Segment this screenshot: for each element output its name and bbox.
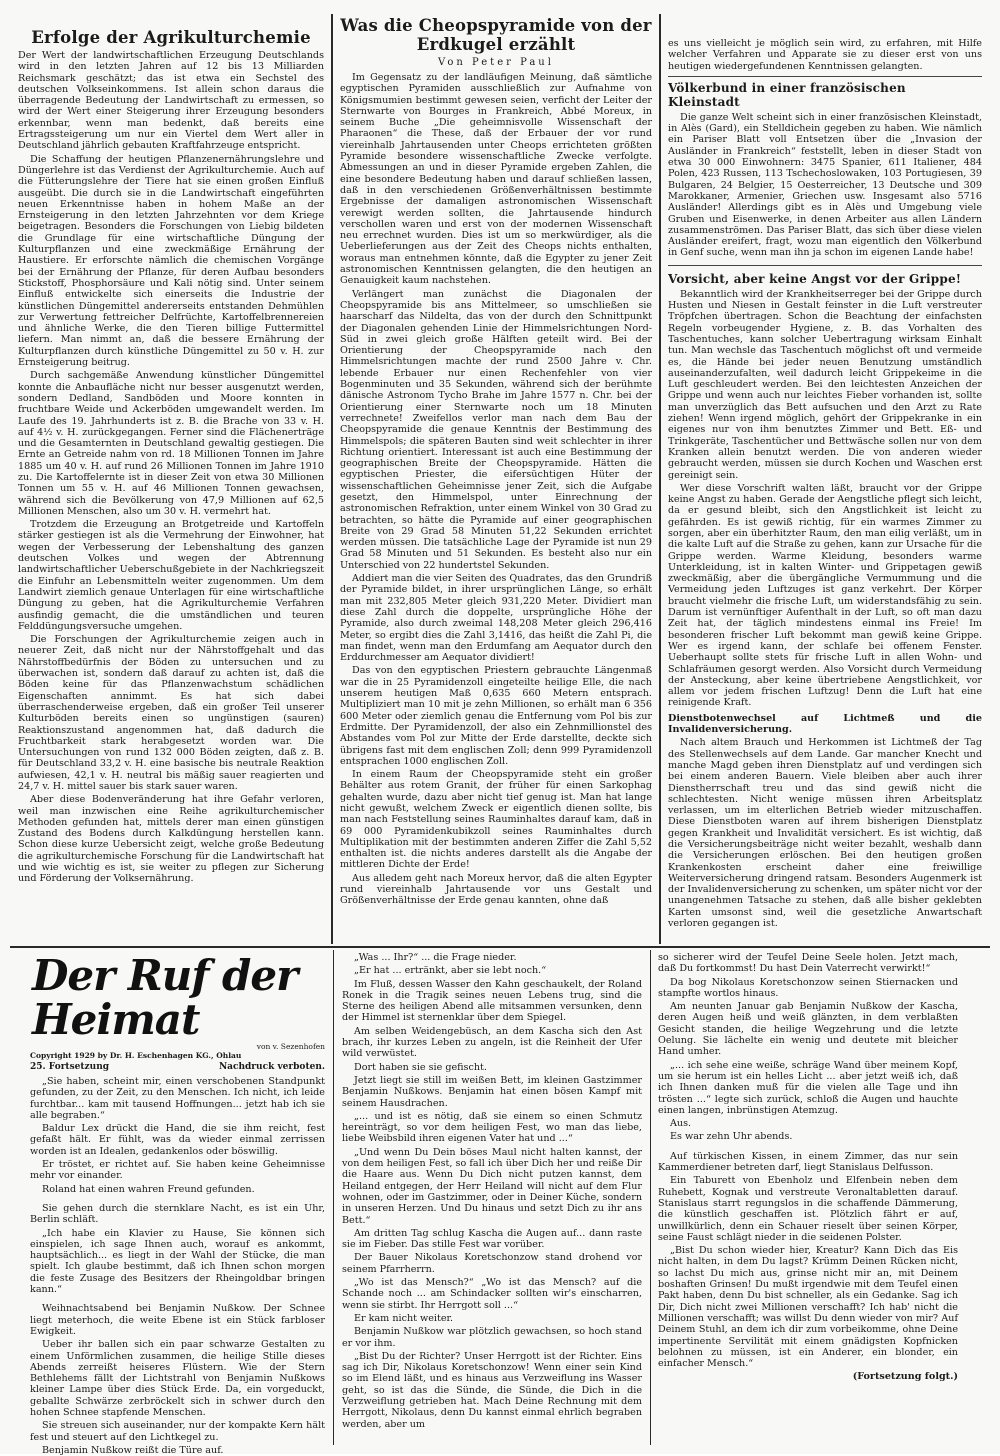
column-divider [659, 14, 661, 944]
paragraph: Dort haben sie sie gefischt. [354, 1061, 487, 1073]
paragraph: Aus alledem geht nach Moreux hervor, daß die alten Egypter rund viereinhalb Jahrtausende vor uns Gestalt und Größenverhältnisse der Erde genau kannten, ohne daß [340, 872, 652, 907]
paragraph: Roland hat einen wahren Freund gefunden. [42, 1183, 255, 1195]
paragraph: Durch sachgemäße Anwendung künstlicher Düngemittel konnte die Anbaufläche nicht nur besser ausgenutzt werden, sondern Dedland, Sandböden und Moore konnten in fruchtbare Weide und Ackerböden umgewandelt werden. Im Laufe des 19. Jahrhunderts ist z. B. die Brache von 33 v. H. auf 4½ v. H. zurückgegangen. Ferner sind die Flächenerträge und die Gesamternten in Deutschland gewaltig gestiegen. Die Ernte an Getreide nahm von rd. 18 Millionen Tonnen im Jahre 1885 um 40 v. H. auf rund 26 Millionen Tonnen im Jahre 1910 zu. Die Kartoffelernte ist in dieser Zeit von etwa 30 Millionen Tonnen um 55 v. H. auf 46 Millionen Tonnen gewachsen, während sich die Bevölkerung von 47,9 Millionen auf 62,5 Millionen Menschen, also um 30 v. H. vermehrt hat. [18, 370, 324, 517]
article-column-3 [668, 38, 982, 943]
continued-paragraph: es uns vielleicht je möglich sein wird, zu erfahren, mit Hilfe welcher Verfahren und Apparate sie zu dieser erst von uns heutigen wiedergefundenen Kenntnissen gelangten. [668, 38, 982, 72]
section-title: Dienstbotenwechsel auf Lichtmeß und die Invalidenversicherung. [668, 712, 982, 736]
paragraph: Nach altem Brauch und Herkommen ist Lichtmeß der Tag des Stellenwechsels auf dem Lande. Gar mancher Knecht und manche Magd geben ihren Dienstplatz auf und verdingen sich bei einem anderen Bauern. Viele bleiben aber auch ihrer Dienstherrschaft treu und das sind gewiß nicht die schlechtesten. Nicht wenige müssen ihren Arbeitsplatz verlassen, um im elterlichen Betrieb wieder mitzuschaffen. Diese Dienstboten waren auf ihrem bisherigen Dienstplatz gegen Krankheit und Invalidität versichert. Es ist wichtig, daß die Versicherungsbeiträge nicht weiter bezahlt, weshalb dann die Versicherungen erlöschen. Bei den heutigen großen Krankenkosten erscheint daher eine freiwillige Weiterversicherung dringend ratsam. Besonders Augenmerk ist der Invalidenversicherung zu schenken, um später nicht vor der unangenehmen Tatsache zu stehen, daß alle bisher geklebten Karten umsonst sind, weil die gesetzliche Anwartschaft verloren gegangen ist. [668, 737, 982, 930]
paragraph: Der Bauer Nikolaus Koretschonzow stand drohend vor seinem Pfarrherrn. [342, 1252, 642, 1275]
paragraph: Die ganze Welt scheint sich in einer französischen Kleinstadt, in Alès (Gard), ein Stelldichein gegeben zu haben. Wie nämlich ein Pariser Blatt voll Entsetzen über die „Invasion der Ausländer in Frankreich“ feststellt, leben in dieser Stadt von etwa 30 000 Einwohnern: 3475 Spanier, 611 Italiener, 484 Polen, 423 Russen, 113 Tschechoslowaken, 103 Portugiesen, 39 Bulgaren, 24 Belgier, 15 Oesterreicher, 13 Deutsche und 309 Marokkaner, Armenier, Griechen usw. Insgesamt also 5716 Ausländer! Allerdings gibt es in Alès und Umgebung viele Gruben und Eisenwerke, in denen Arbeiter aus allen Ländern zusammenströmen. Das Pariser Blatt, das sich über diese vielen Ausländer ereifert, fragt, wozu man eigentlich den Völkerbund in Genf suche, wenn man ihn ja schon im eigenen Lande habe! [668, 111, 982, 259]
paragraph: Benjamin Nußkow war plötzlich gewachsen, so hoch stand er vor ihm. [342, 1326, 642, 1349]
paragraph: „Ich habe ein Klavier zu Hause, Sie können sich einspielen, ich sage Ihnen auch, worauf es ankommt, hauptsächlich... es liegt in der Wahl der Stücke, die man spielt. Ich glaube bestimmt, daß ich Ihnen schon morgen die feste Zusage des Besitzers der Rheingoldbar bringen kann.“ [30, 1227, 325, 1296]
article-title: Was die Cheopspyramide von der Erdkugel erzählt [340, 16, 652, 54]
paragraph: Im Fluß, dessen Wasser den Kahn geschaukelt, der Roland Ronek in die Tragik seines neuen Lebens trug, sind die Sterne des heiligen Abend alle mitsammen versunken, denn der Himmel ist sternenklar über dem Spiegel. [342, 978, 642, 1024]
paragraph: Das von den egyptischen Priestern gebrauchte Längenmaß war die in 25 Pyramidenzoll eingeteilte heilige Elle, die nach unserem heutigen Maß 0,635 660 Metern entsprach. Multipliziert man 10 mit je zehn Millionen, so erhält man 6 356 600 Meter oder ziemlich genau die Entfernung vom Pol bis zur Erdmitte. Der Pyramidenzoll, der also ein Zehnmillionstel des Abstandes vom Pol zur Mitte der Erde darstellte, deckte sich übrigens fast mit dem englischen Zoll; denn 999 Pyramidenzoll entsprachen 1000 englischen Zoll. [340, 665, 652, 767]
paragraph: Ueber ihr ballen sich ein paar schwarze Gestalten zu einem Unförmlichen zusammen, die heilige Stille dieses Abends zerreißt heiseres Flüstern. Wie der Stern Bethlehems fällt der Lichtstrahl von Benjamin Nußkows kleiner Lampe über dies Stück Erde. Da, ein vorgeduckt, geballte Schwärze zerbröckelt sich in schwer durch den hohen Schnee stapfende Menschen. [30, 1339, 325, 1419]
serial-column-c [658, 952, 958, 1447]
serial-meta [30, 1062, 325, 1072]
article-byline: Von Peter Paul [438, 57, 554, 68]
serial-logo: Der Ruf der Heimat [32, 951, 298, 1044]
paragraph: Verlängert man zunächst die Diagonalen der Cheopspyramide bis ans Mittelmeer, so umschließen sie haarscharf das Nildelta, das von der durch den Schnittpunkt der Diagonalen gehenden Linie der Himmelsrichtungen Nord-Süd in zwei gleich große Hälften geteilt wird. Bei der Orientierung der Cheopspyramide nach den Himmelsrichtungen machte der rund 2500 Jahre v. Chr. lebende Erbauer nur einen Rechenfehler von vier Bogenminuten und 35 Sekunden, während sich der berühmte dänische Astronom Tycho Brahe im Jahre 1577 n. Chr. bei der Orientierung einer Sternwarte noch um 18 Minuten verrechnete! Zweifellos verlor man nach dem Bau der Cheopspyramide die genaue Kenntnis der Bestimmung des Himmelspols; die späteren Bauten sind weit schlechter in ihrer Richtung orientiert. Interessant ist auch eine Bestimmung der geographischen Breite der Cheopspyramide. Hätten die egyptischen Priester, die eifersüchtigen Hüter der wissenschaftlichen Geheimnisse jener Zeit, sich die Aufgabe gesetzt, den Himmelspol, unter Einrechnung der astronomischen Refraktion, unter einem Winkel von 30 Grad zu betrachten, so hätte die Pyramide auf einer geographischen Breite von 29 Grad 58 Minuten 51,22 Sekunden errichtet werden müssen. Die tatsächliche Lage der Pyramide ist nun 29 Grad 58 Minuten und 51 Sekunden. Es besteht also nur ein Unterschied von 22 hundertstel Sekunden. [340, 288, 652, 571]
paragraph: Wer diese Vorschrift walten läßt, braucht vor der Grippe keine Angst zu haben. Gerade der Aengstliche pflegt sich leicht, da er gesund bleibt, sich den Angstlichkeit ist leicht zu gefährden. Es ist gewiß richtig, für ein warmes Zimmer zu sorgen, aber ein überhitzter Raum, den man eilig verläßt, um in die kalte Luft auf die Straße zu gehen, kann zur Ursache für die Grippe werden. Warme Kleidung, besonders warme Unterkleidung, ist in kalten Winter- und Grippetagen gewiß zweckmäßig, aber die übergängliche Vermummung und die Vermeidung jeden Luftzuges ist ganz verkehrt. Der Körper braucht vielmehr die frische Luft, um widerstandsfähig zu sein. Darum ist vernünftiger Aufenthalt in der Luft, so oft man dazu Zeit hat, der täglich mindestens einmal ins Freie! Im besonderen frischer Luft bekommt man gewiß keine Grippe. Wer es irgend kann, der schlafe bei offenem Fenster. Ueberhaupt sollte stets für frische Luft in allen Wohn- und Schlafräumen gesorgt werden. Also Vorsicht durch Vermeidung der Ansteckung, aber keine übertriebene Aengstlichkeit, vor allem vor jedem frischen Luftzug! Denn die Luft hat eine reinigende Kraft. [668, 482, 982, 709]
paragraph: Am neunten Januar gab Benjamin Nußkow der Kascha, deren Augen heiß und weiß glänzten, in dem verblaßten Gesicht standen, die heilige Wegzehrung und die letzte Oelung. Sie lächelte ein wenig und deutete mit bleicher Hand umher. [658, 1001, 958, 1058]
paragraph: Der Wert der landwirtschaftlichen Erzeugung Deutschlands wird in den letzten Jahren auf 12 bis 13 Milliarden Reichsmark geschätzt; das ist etwa ein Sechstel des deutschen Volkseinkommens. Ist allein schon daraus die überragende Bedeutung der Landwirtschaft zu ermessen, so wird der Wert einer Steigerung ihrer Erzeugung besonders erkennbar, wenn man bedenkt, daß bereits eine Ertragssteigerung um nur ein Viertel dem Wert aller in Deutschland jährlich gebauten Kraftfahrzeuge entspricht. [18, 50, 324, 152]
serial-column-a [30, 951, 325, 1456]
article-agrikulturchemie [18, 28, 324, 943]
paragraph: „... und ist es nötig, daß sie einem so einen Schmutz hereinträgt, so vor dem heiligen Fest, wo man das liebe, liebe Weibsbild ihren eigenen Vater hat und ...“ [342, 1110, 642, 1145]
paragraph: Er tröstet, er richtet auf. Sie haben keine Geheimnisse mehr vor einander. [30, 1159, 325, 1182]
paragraph: „Bist Du schon wieder hier, Kreatur? Kann Dich das Eis nicht halten, in dem Du lagst? Krümm Deinen Rücken nicht, so lachst Du mich aus, grinse nicht mir an, mit Deinem boshaften Grinsen! Du mußt irgendwie mit dem Teufel einen Pakt haben, denn Du bist schneller, als ein Gedanke. Sag ich Dir, Dich nicht zwei Millionen verschafft? Ich hab' nicht die Millionen verschafft; was willst Du denn wieder von mir? Auf Deinem Stuhl, an dem ich dir zum vorbeikomme, ohne Deine impertinente Servilität mit einem gnädigsten Kopfnicken belohnen zu müssen, ist ein Anderer, ein blonder, ein einfacher Mensch.“ [658, 1245, 958, 1370]
serial-copyright: Copyright 1929 by Dr. H. Eschenhagen KG., Ohlau [30, 1051, 242, 1060]
paragraph: Weihnachtsabend bei Benjamin Nußkow. Der Schnee liegt meterhoch, die weite Ebene ist ein Stück farbloser Ewigkeit. [30, 1303, 325, 1337]
paragraph: Bekanntlich wird der Krankheitserreger bei der Grippe durch Husten und Niesen in Gestalt feinster in die Luft verstreuter Tröpfchen übertragen. Schon die Beachtung der einfachsten Regeln vorbeugender Hygiene, z. B. das Vorhalten des Taschentuches, kann solcher Uebertragung wirksam Einhalt tun. Man wechsle das Taschentuch möglichst oft und vermeide es, die Hände bei jeder neuen Benutzung umständlich auseinanderzufalten, weil dadurch leicht Grippekeime in die Luft geschleudert werden. Bei den leichtesten Anzeichen der Grippe und wenn auch nur leichtes Fieber vorhanden ist, sollte man unverzüglich das Bett aufsuchen und den Arzt zu Rate ziehen! Wenn irgend möglich, gehört der Grippekranke in ein eigenes nur von ihm benutztes Zimmer und Bett. Eß- und Trinkgeräte, Taschentücher und Bettwäsche sollen nur von dem Kranken allein benutzt werden. Die von anderen wieder gebraucht werden, müssen sie durch Kochen und Waschen erst gereinigt sein. [668, 288, 982, 481]
paragraph: Die Schaffung der heutigen Pflanzenernährungslehre und Düngerlehre ist das Verdienst der Agrikulturchemie. Auch auf die Fütterungslehre der Tiere hat sie einen großen Einfluß ausgeübt. Die durch sie in die Landwirtschaft eingeführten neuen Erkenntnisse haben in hohem Maße an der Ernsteigerung in den letzten Jahrzehnten vor dem Kriege beigetragen. Besonders die Forschungen von Liebig bildeten die Grundlage für eine wirtschaftliche Düngung der Kulturpflanzen und eine zweckmäßige Ernährung der Haustiere. Er erforschte nämlich die chemischen Vorgänge bei der Ernährung der Pflanze, für deren Aufbau besonders Stickstoff, Phosphorsäure und Kali nötig sind. Unter seinem Einfluß entwickelte sich einerseits die Industrie der künstlichen Düngemittel andererseits entstanden Dehmühlen zur Verwertung fettreicher Delfrüchte, Kartoffelbrennereien und ähnliche Werke, die den Tieren billige Futtermittel liefern. Man nimmt an, daß die bessere Ernährung der Kulturpflanzen durch künstliche Düngemittel zu 50 v. H. zur Ernsteigerung beitrug. [18, 153, 324, 369]
paragraph: Jetzt liegt sie still im weißen Bett, im kleinen Gastzimmer Benjamin Nußkows. Benjamin hat einen bösen Kampf mit seinem Hausdrachen. [342, 1074, 642, 1109]
serial-column-b [342, 952, 642, 1447]
article-cheopspyramide [340, 16, 652, 943]
paragraph: Die Forschungen der Agrikulturchemie zeigen auch in neuerer Zeit, daß nicht nur der Nährstoffgehalt und das Nährstoffbedürfnis der Böden zu untersuchen und zu überwachen ist, sondern daß darauf zu achten ist, daß die Böden keine für das Pflanzenwachstum schädlichen Eigenschaften annimmt. Es hat sich dabei überraschenderweise ergeben, daß ein großer Teil unserer Kulturböden bereits einen so ungünstigen (sauren) Reaktionszustand angenommen hat, daß dadurch die Fruchtbarkeit stark herabgesetzt worden war. Die Untersuchungen von rund 132 000 Böden zeigten, daß z. B. für Deutschland 33,2 v. H. eine basische bis neutrale Reaktion aufwiesen, 42,1 v. H. neutral bis mäßig sauer reagierten und 24,7 v. H. mittel sauer bis stark sauer waren. [18, 634, 324, 792]
serial-author: von v. Sezenhofen [256, 1042, 325, 1051]
paragraph: „... ich sehe eine weiße, schräge Wand über meinem Kopf, um sie herum ist ein helles Licht ... aber jetzt weiß ich, daß ich Ihnen danken muß für die vielen alle Tage und ihn trösten ...“ legte sich zurück, schloß die Augen und hauchte einen langen, inbrünstigen Atemzug. [658, 1059, 958, 1116]
paragraph: Er kam nicht weiter. [354, 1312, 454, 1324]
paragraph: Aber diese Bodenveränderung hat ihre Gefahr verloren, weil man inzwischen eine Reihe agrikulturchemischer Methoden gefunden hat, mittels derer man einen günstigen Zustand des Bodens durch Kalkdüngung herstellen kann. Schon diese kurze Uebersicht zeigt, welche große Bedeutung die agrikulturchemische Forschung für die Landwirtschaft hat und wie wichtig es ist, sie weiter zu pflegen zur Sicherung und Förderung der Volksernährung. [18, 794, 324, 885]
section-title: Vorsicht, aber keine Angst vor der Grippe! [668, 271, 962, 286]
paragraph: In einem Raum der Cheopspyramide steht ein großer Behälter aus rotem Granit, der früher für einen Sarkophag gehalten wurde, dazu aber nicht tief genug ist. Man hat lange nicht gewußt, welchem Zweck er eigentlich dienen sollte, bis man nach Feststellung seines Rauminhaltes darauf kam, daß in 69 000 Pyramidenkubikzoll seines Rauminhaltes durch Multiplikation mit der bestimmten anderen Ziffer die Zahl 5,52 enthalten ist. die nichts anderes darstellt als die Angabe der mittleren Dichte der Erde! [340, 769, 652, 871]
column-divider [333, 950, 334, 1445]
paragraph: Am dritten Tag schlug Kascha die Augen auf... dann raste sie im Fieber. Das stille Fest war vorüber. [342, 1227, 642, 1251]
paragraph: Aus. [670, 1118, 692, 1130]
paragraph: Sie streuen sich auseinander, nur der kompakte Kern hält fest und steuert auf den Lichtkegel zu. [30, 1420, 325, 1443]
paragraph: Auf türkischen Kissen, in einem Zimmer, das nur sein Kammerdiener betreten darf, liegt Stanislaus Delfusson. [658, 1150, 958, 1174]
section-divider [10, 946, 990, 948]
paragraph: Addiert man die vier Seiten des Quadrates, das den Grundriß der Pyramide bildet, in ihrer ursprünglichen Länge, so erhält man mit 232,805 Meter gleich 931,220 Meter. Dividiert man diese Zahl durch die doppelte, ursprüngliche Höhe der Pyramide, also durch zweimal 148,208 Meter gleich 296,416 Meter, so ergibt dies die Zahl 3,1416, das heißt die Zahl Pi, die man findet, wenn man den Erdumfang am Aequator durch den Erddurchmesser am Aequator dividiert! [340, 573, 652, 664]
paragraph: „Was ... Ihr?“ ... die Frage nieder. [354, 952, 517, 963]
paragraph: Ein Taburett von Ebenholz und Elfenbein neben dem Ruhebett, Kognak und verstreute Veronaltabletten darauf. Stanislaus starrt regungslos in die schaffende Dämmerung, die künstlich geschaffen ist. Plötzlich fährt er auf, unwillkürlich, denn ein Schauer rieselt über seinen Körper, seine Faust schlägt nieder in die seidenen Polster. [658, 1175, 958, 1243]
paragraph: „Bist Du der Richter? Unser Herrgott ist der Richter. Eins sag ich Dir, Nikolaus Koretschonzow! Wenn einer sein Kind so im Elend läßt, und es hinaus aus Verzweiflung ins Wasser geht, so ist das die Sünde, die Sünde, die Dich in die Verzweiflung getrieben hat. Mach Deine Rechnung mit dem Herrgott, Nikolaus, denn Du kannst einmal ehrlich begraben werden, aber um [342, 1350, 642, 1430]
paragraph: Baldur Lex drückt die Hand, die sie ihm reicht, fest gefaßt hält. Er fühlt, was da wieder einmal zerrissen worden ist an Idealen, gedankenlos oder böswillig. [30, 1123, 325, 1157]
paragraph: Im Gegensatz zu der landläufigen Meinung, daß sämtliche egyptischen Pyramiden ausschließlich zur Aufnahme von Königsmumien bestimmt gewesen seien, verficht der Leiter der Sternwarte von Bourges in Frankreich, Abbé Moreux, in seinem Buche „Die geheimnisvolle Wissenschaft der Pharaonen“ die These, daß der Erbauer der vor rund viereinhalb Jahrtausenden unter Cheops errichteten größten Pyramide besondere wissenschaftliche Zwecke verfolgte. Abmessungen an und in dieser Pyramide ergeben Zahlen, die eine besondere Bedeutung haben und darauf schließen lassen, daß in den verschiedenen Größenverhältnissen bestimmte Ergebnisse der damaligen astronomischen Wissenschaft verewigt werden sollten, die Jahrtausende hindurch verschollen waren und erst von der modernen Wissenschaft neu errechnet wurden. Dies ist um so merkwürdiger, als die Ueberlieferungen aus der Zeit des Cheops nichts enthalten, woraus man entnehmen könnte, daß die Egypter zu jener Zeit astronomischen Kenntnissen gelangten, die den heutigen an Genauigkeit kaum nachstehen. [340, 72, 652, 287]
paragraph: Benjamin Nußkow reißt die Türe auf. [42, 1444, 224, 1456]
paragraph: Am selben Weidengebüsch, an dem Kascha sich den Ast brach, ihr kurzes Leben zu angeln, ist die Reinheit der Ufer wild verwüstet. [342, 1025, 642, 1060]
paragraph: „Und wenn Du Dein böses Maul nicht halten kannst, der von dem heiligen Fest, so fall ich über Dich her und reiße Dir die Haare aus. Wenn Du Dich nicht putzen kannst, dem Heiland entgegen, der Herr Heiland will nicht auf dem Flur wohnen, oder im Gastzimmer, oder in Deiner Küche, sondern in unseren Herzen. Und Du hinaus und setzt Dich zu ihr ans Bett.“ [342, 1146, 642, 1226]
reprint-notice: Nachdruck verboten. [218, 1062, 325, 1072]
article-title: Erfolge der Agrikulturchemie [31, 28, 311, 47]
installment-number: 25. Fortsetzung [30, 1062, 110, 1072]
section-title: Völkerbund in einer französischen Kleinstadt [668, 80, 906, 109]
paragraph: Es war zehn Uhr abends. [670, 1131, 793, 1143]
paragraph: Sie gehen durch die sternklare Nacht, es ist ein Uhr, Berlin schläft. [30, 1202, 325, 1226]
column-divider [650, 950, 651, 1445]
paragraph: „Wo ist das Mensch?“ „Wo ist das Mensch? auf die Schande noch ... am Schindacker sollten wir's einscharren, wenn sie stirbt. Ihr Herrgott soll ...“ [342, 1277, 642, 1311]
paragraph: Da bog Nikolaus Koretschonzow seinen Stiernacken und stampfte wortlos hinaus. [658, 976, 958, 999]
section-divider [668, 265, 982, 266]
paragraph: Trotzdem die Erzeugung an Brotgetreide und Kartoffeln stärker gestiegen ist als die Vermehrung der Einwohner, hat wegen der Verbesserung der Lebenshaltung des ganzen deutschen Volkes und wegen der Abtrennung landwirtschaftlicher Ueberschußgebiete in der Nachkriegszeit die Einfuhr an Lebensmitteln weiter zugenommen. Um dem Landwirt ziemlich genaue Unterlagen für eine wirtschaftliche Düngung zu geben, hat die Agrikulturchemie Verfahren ausfindig gemacht, die die umständlichen und teuren Felddüngungsversuche umgehen. [18, 519, 324, 632]
continuation-note: (Fortsetzung folgt.) [852, 1371, 958, 1383]
paragraph: „Sie haben, scheint mir, einen verschobenen Standpunkt gefunden, zu der Zeit, zu den Menschen. Ich nicht, ich leide furchtbar... kam mit tausend Hoffnungen... jetzt hab ich sie alle begraben.“ [30, 1076, 325, 1121]
column-divider [331, 14, 333, 944]
section-divider [668, 76, 982, 77]
paragraph: so sicherer wird der Teufel Deine Seele holen. Jetzt mach, daß Du fortkommst! Du hast Dein Vaterrecht verwirkt!“ [658, 952, 958, 975]
paragraph: „Er hat ... ertränkt, aber sie lebt noch.“ [354, 965, 547, 977]
